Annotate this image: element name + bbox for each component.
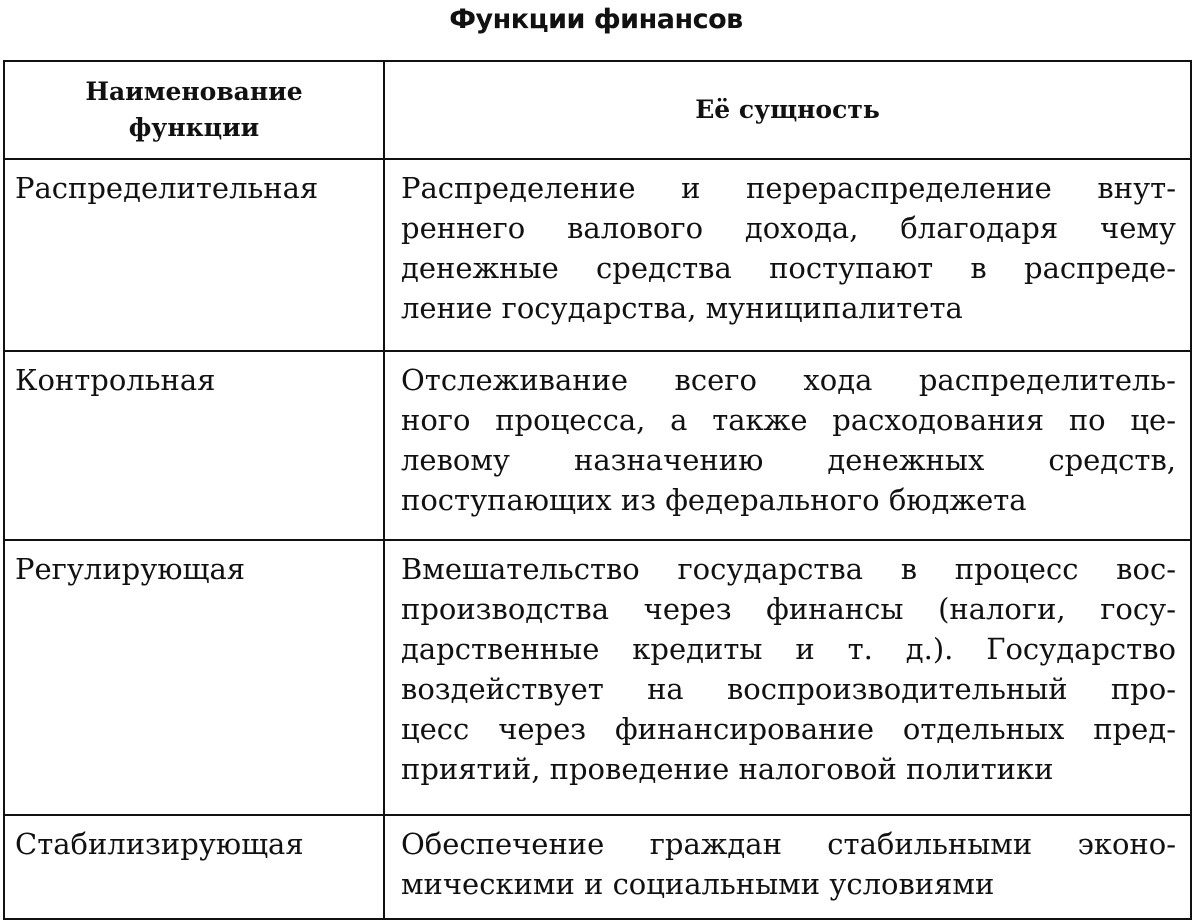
description-line: дарственные кредиты и т. д.). Государство — [401, 632, 1176, 666]
description-line: Распределение и перераспределение внут- — [401, 171, 1176, 205]
description-line: мическими и социальными условиями — [401, 867, 995, 901]
description-line: приятий, проведение налоговой политики — [401, 752, 1054, 786]
header-line: Её сущность — [695, 95, 880, 124]
function-description-cell — [384, 159, 1191, 351]
header-line: Наименование — [85, 77, 303, 106]
table-row — [4, 351, 1191, 540]
function-description-cell — [384, 815, 1191, 919]
description-line: ление государства, муниципалитета — [401, 291, 963, 325]
function-name-cell: Регулирующая — [4, 540, 384, 815]
function-description-cell — [384, 540, 1191, 815]
description-line: Обеспечение граждан стабильными эконо- — [401, 827, 1176, 861]
function-name-cell: Стабилизирующая — [4, 815, 384, 919]
description-line: поступающих из федерального бюджета — [401, 483, 1027, 517]
function-name-cell: Контрольная — [4, 351, 384, 540]
description-line: Вмешательство государства в процесс вос- — [401, 552, 1176, 586]
description-line: денежные средства поступают в распреде- — [401, 251, 1176, 285]
header-essence — [384, 61, 1191, 159]
description-line: реннего валового дохода, благодаря чему — [401, 211, 1176, 245]
table-header-row — [4, 61, 1191, 159]
function-description-cell — [384, 351, 1191, 540]
page-title: Функции финансов — [449, 4, 743, 35]
description-line: воздействует на воспроизводительный про- — [401, 672, 1176, 706]
function-name-cell: Распределительная — [4, 159, 384, 351]
description-line: производства через финансы (налоги, госу- — [401, 592, 1176, 626]
table-row — [4, 815, 1191, 919]
table-row — [4, 159, 1191, 351]
description-line: левому назначению денежных средств, — [401, 443, 1176, 477]
header-line: функции — [128, 113, 260, 142]
description-line: цесс через финансирование отдельных пред- — [401, 712, 1176, 746]
functions-table — [3, 60, 1192, 920]
description-line: Отслеживание всего хода распределитель- — [401, 363, 1176, 397]
header-function-name — [4, 61, 384, 159]
table-row — [4, 540, 1191, 815]
description-line: ного процесса, а также расходования по це- — [401, 403, 1176, 437]
